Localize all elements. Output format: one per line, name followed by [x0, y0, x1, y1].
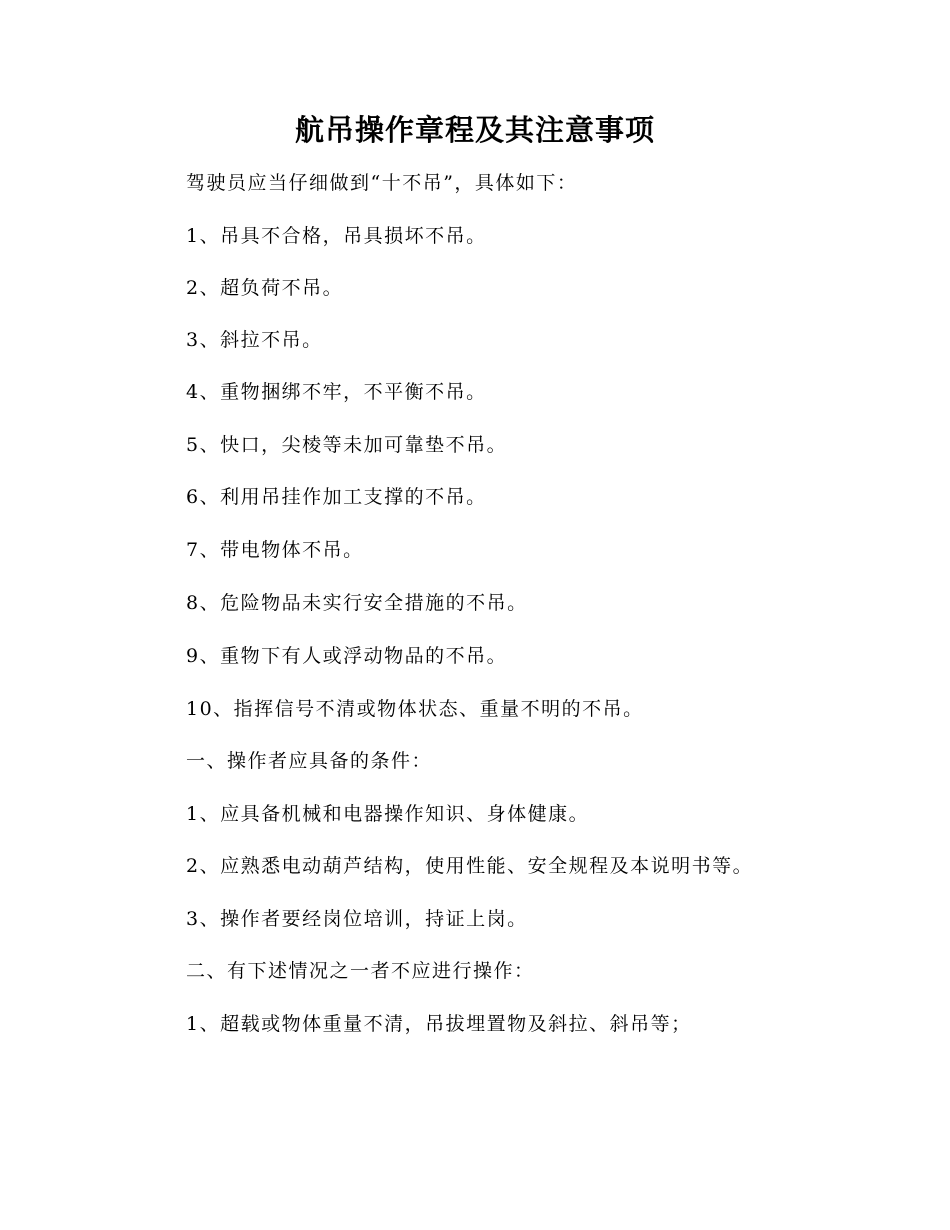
rule-item: 9、重物下有人或浮动物品的不吊。 [186, 645, 508, 667]
section-item: 2、应熟悉电动葫芦结构，使用性能、安全规程及本说明书等。 [186, 855, 754, 877]
document-title: 航吊操作章程及其注意事项 [294, 113, 655, 147]
rule-item: 1、吊具不合格，吊具损坏不吊。 [186, 225, 487, 247]
rule-item: 7、带电物体不吊。 [186, 539, 364, 561]
rule-item: 4、重物捆绑不牢，不平衡不吊。 [186, 381, 487, 403]
rule-item: 6、利用吊挂作加工支撑的不吊。 [186, 486, 487, 508]
rule-item: 3、斜拉不吊。 [186, 329, 323, 351]
rule-item: 8、危险物品未实行安全措施的不吊。 [186, 592, 528, 614]
section-item: 1、应具备机械和电器操作知识、身体健康。 [186, 803, 590, 825]
rule-item: 5、快口，尖棱等未加可靠垫不吊。 [186, 434, 508, 456]
intro-paragraph: 驾驶员应当仔细做到“十不吊”，具体如下： [186, 172, 578, 194]
section-item: 3、操作者要经岗位培训，持证上岗。 [186, 908, 528, 930]
section-heading: 一、操作者应具备的条件： [186, 750, 433, 772]
section-item: 1、超载或物体重量不清，吊拔埋置物及斜拉、斜吊等； [186, 1013, 692, 1035]
rule-item: 10、指挥信号不清或物体状态、重量不明的不吊。 [186, 698, 644, 720]
section-heading: 二、有下述情况之一者不应进行操作： [186, 960, 535, 982]
rule-item: 2、超负荷不吊。 [186, 277, 344, 299]
